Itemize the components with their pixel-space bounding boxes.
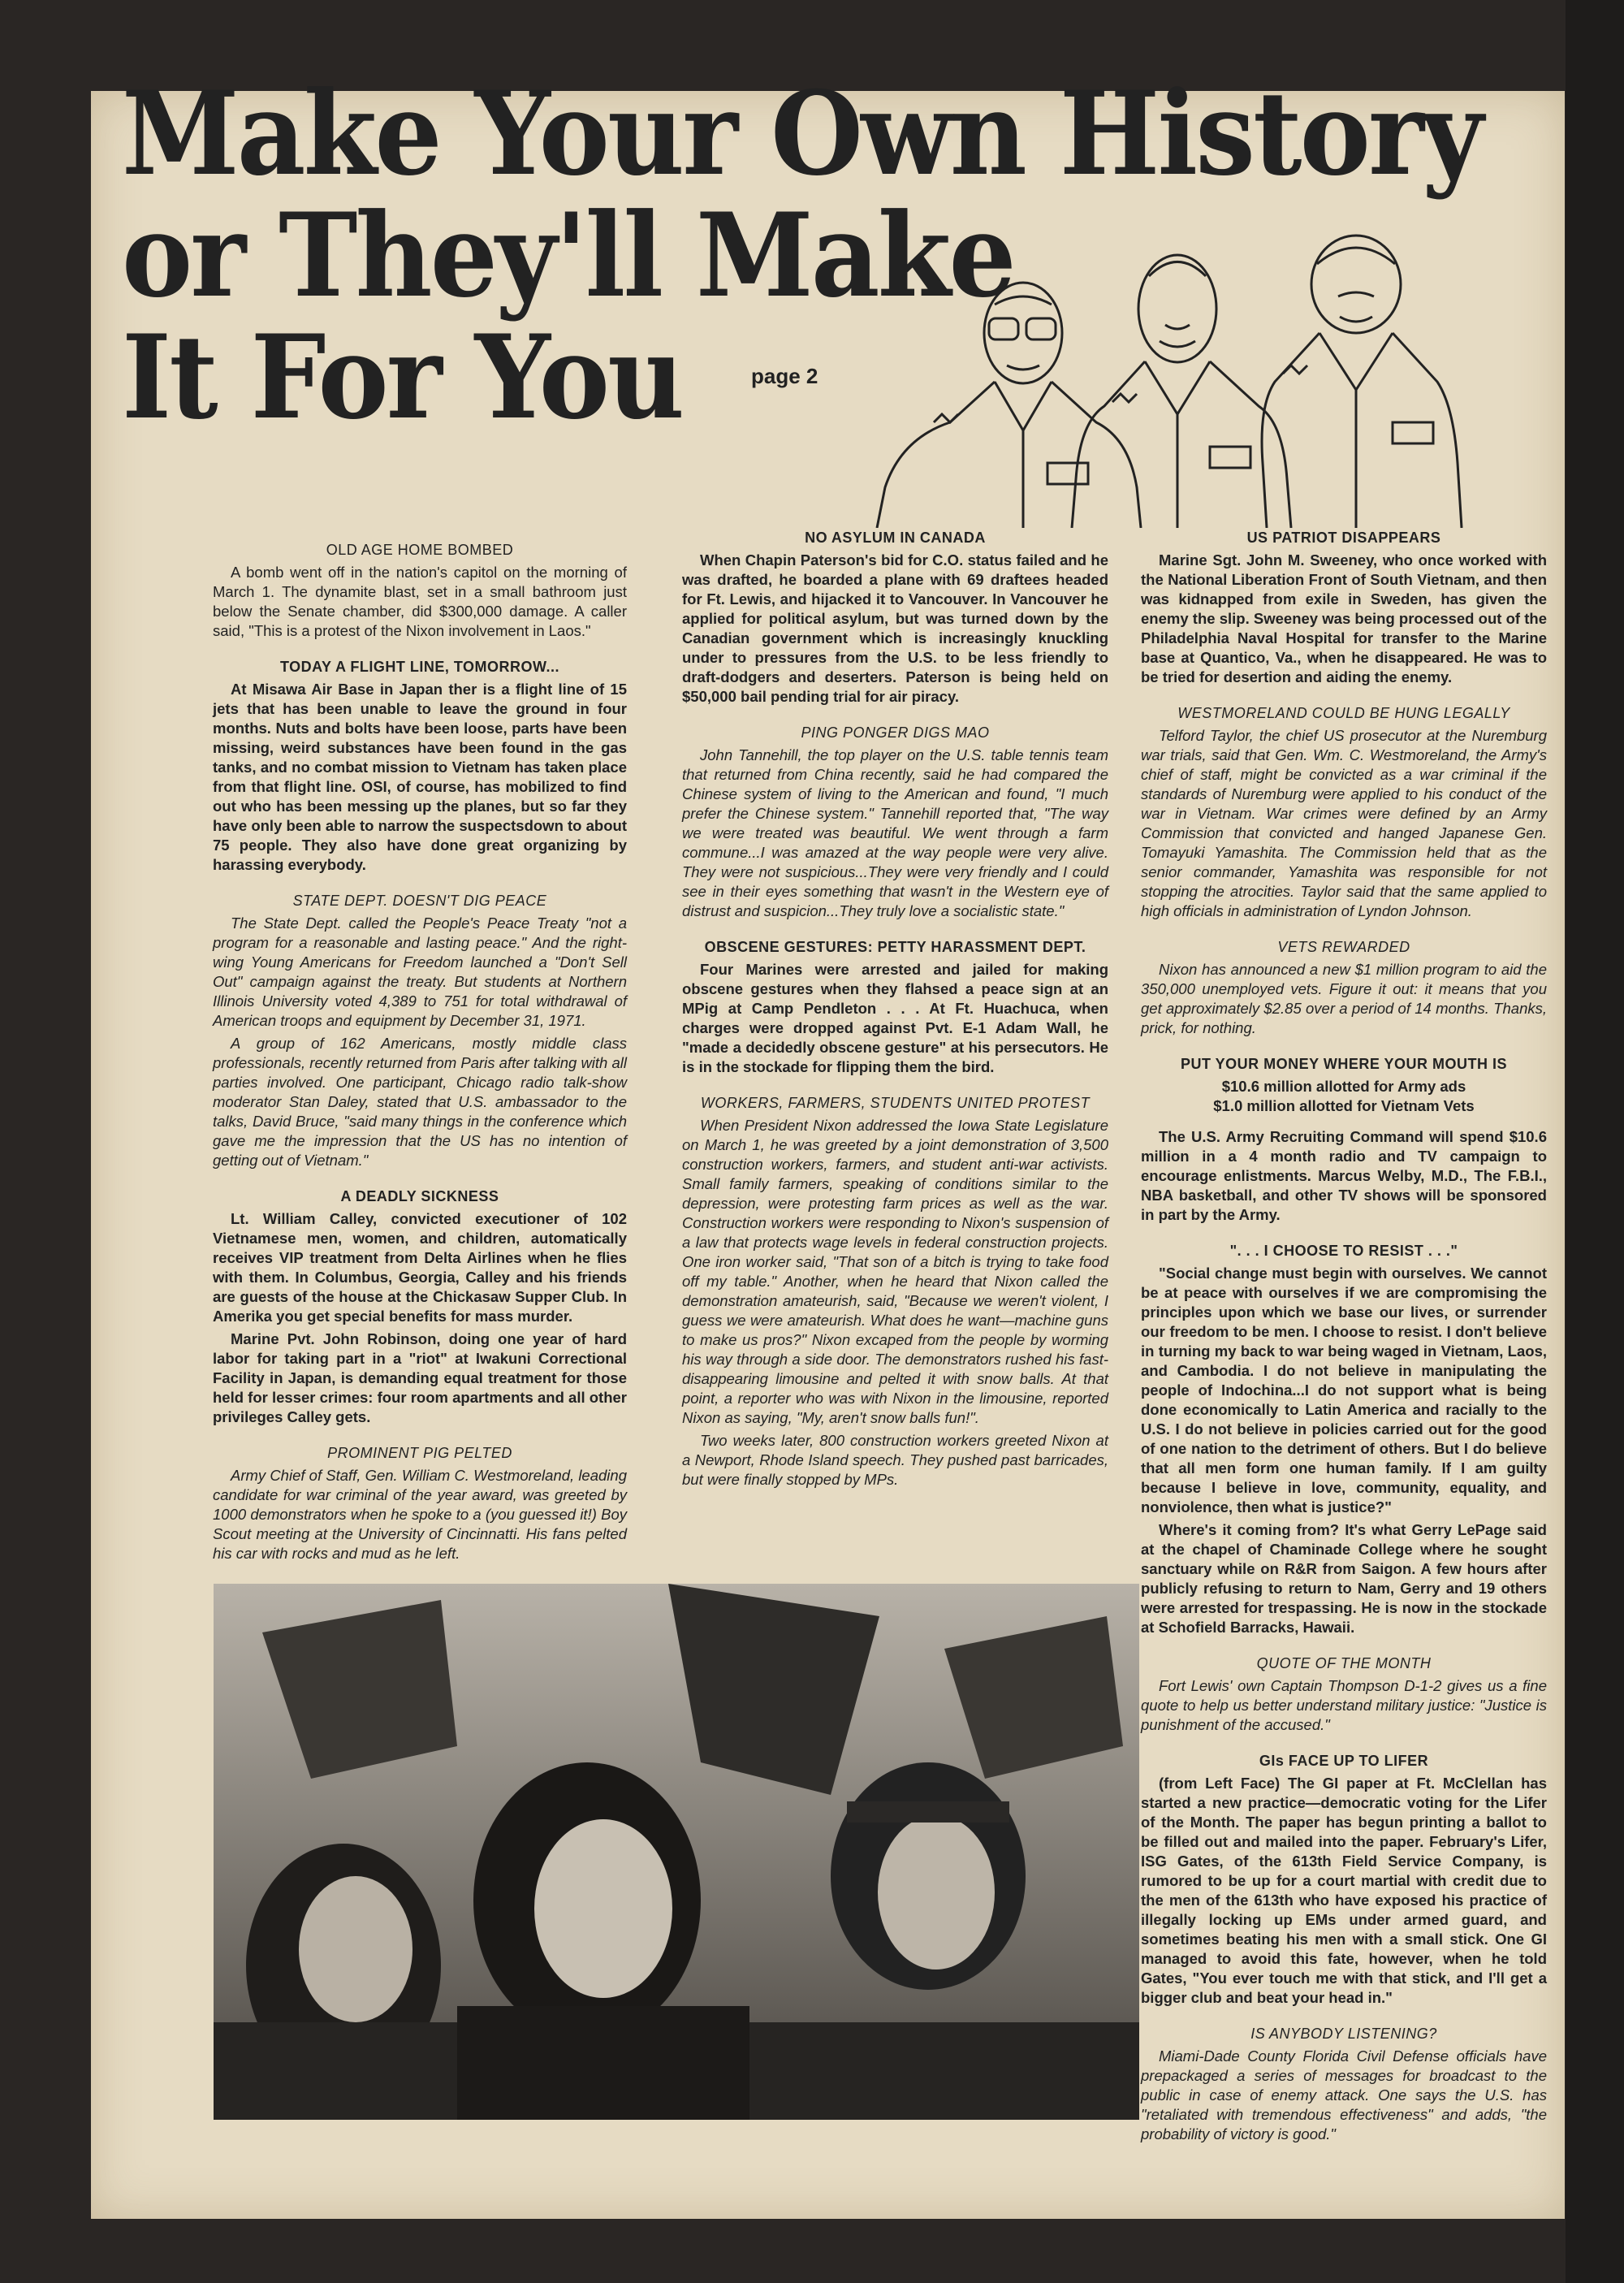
article-heading: STATE DEPT. DOESN'T DIG PEACE	[292, 893, 547, 909]
headline-line-3: It For You	[122, 310, 683, 445]
article-paragraph: John Tannehill, the top player on the U.S. table tennis team that returned from China recently, said he had compared the Chinese system of living to the American and found, "I much prefer the Chinese system." Tannehill reported that, "The way we were treated was beautiful. We went through a farm commune...I was amazed at the way people were very alive. They were not suspicious...They were very friendly and I could see in their eyes something that wasn't in the Western eye of distrust and suspicion...They truly love a socialistic state."	[682, 746, 1108, 919]
article-paragraph: Fort Lewis' own Captain Thompson D-1-2 gives us a fine quote to help us better understand military justice: "Justice is punishment of the accused."	[1141, 1677, 1547, 1733]
article-paragraph: A bomb went off in the nation's capitol on the morning of March 1. The dynamite blast, set in a small bathroom just below the Senate chamber, did $300,000 damage. A caller said, "This is a protest of the Nixon involvement in Laos."	[213, 564, 627, 639]
article-state-dept-doesn-t-dig-peace	[213, 891, 627, 1170]
article-today-a-flight-line-tomorrow	[213, 657, 627, 875]
article-paragraph: Nixon has announced a new $1 million program to aid the 350,000 unemployed vets. Figure it out: it means that you get approximately $2.85 over a period of 14 months. Thanks, prick, for nothing.	[1141, 961, 1547, 1036]
article-paragraph: Army Chief of Staff, Gen. William C. Westmoreland, leading candidate for war criminal of the year award, was greeted by 1000 demonstrators when he spoke to a (you guessed it!) Boy Scout meeting at the University of Cincinnatti. His fans pelted his car with rocks and mud as he left.	[213, 1467, 627, 1562]
article-westmoreland-could-be-hung-legally	[1141, 703, 1547, 921]
article-heading: NO ASYLUM IN CANADA	[805, 530, 986, 546]
article-paragraph: Marine Pvt. John Robinson, doing one year of hard labor for taking part in a "riot" at Iwakuni Correctional Facility in Japan, is demanding equal treatment for those held for lesser crimes: four room apartments and all other privileges Calley gets.	[213, 1330, 627, 1425]
article-heading: VETS REWARDED	[1277, 939, 1410, 955]
article-heading: OLD AGE HOME BOMBED	[326, 542, 514, 558]
article-subheading: $1.0 million allotted for Vietnam Vets	[1213, 1097, 1475, 1114]
article-prominent-pig-pelted	[213, 1443, 627, 1563]
article-paragraph: When Chapin Paterson's bid for C.O. status failed and he was drafted, he boarded a plane with 69 draftees headed for Ft. Lewis, and hijacked it to Vancouver. In Vancouver he applied for political asylum, but was turned down by the Canadian government which is increasingly knuckling under to pressures from the U.S. to be less friendly to draft-dodgers and deserters. Paterson is being held on $50,000 bail pending trial for air piracy.	[682, 551, 1108, 705]
article-paragraph: Lt. William Calley, convicted executioner of 102 Vietnamese men, women, and children, automatically receives VIP treatment from Delta Airlines when he flies with them. In Columbus, Georgia, Calley and his friends are guests of the house at the Chickasaw Supper Club. In Amerika you get special benefits for mass murder.	[213, 1210, 627, 1325]
article-i-choose-to-resist	[1141, 1241, 1547, 1637]
article-paragraph: "Social change must begin with ourselves. We cannot be at peace with ourselves if we are compromising the principles upon which we base our lives, or surrender our freedom to be men. I choose to resist. I don't believe in turning my back to war being waged in Vietnam, Laos, and Cambodia. I do not believe in manipulating the people of Indochina...I do not support what is being done economically to Latin America and racially to the U.S. I do not believe in policies carried out for the good of one nation to the detriment of others. But I do believe that all men form one human family. If I am guilty because I believe in love, community, equality, and nonviolence, then what is justice?"	[1141, 1265, 1547, 1516]
headline-line-1: Make Your Own History	[122, 67, 1482, 201]
article-heading: PING PONGER DIGS MAO	[801, 724, 990, 741]
page-label: page 2	[751, 364, 818, 388]
article-put-your-money-where-your-mouth-is	[1141, 1054, 1547, 1225]
article-heading: TODAY A FLIGHT LINE, TOMORROW...	[279, 659, 560, 675]
article-gis-face-up-to-lifer	[1141, 1751, 1547, 2008]
headline-line-2: or They'll Make	[122, 188, 1014, 323]
article-paragraph: The State Dept. called the People's Peace Treaty "not a program for a reasonable and lasting peace." And the right-wing Young Americans for Freedom launched a "Don't Sell Out" campaign against the treaty. But students at Northern Illinois University voted 4,389 to 751 for total withdrawal of American troops and equipment by December 31, 1971.	[213, 914, 627, 1029]
article-heading: WESTMORELAND COULD BE HUNG LEGALLY	[1177, 705, 1510, 721]
article-heading: GIs FACE UP TO LIFER	[1259, 1753, 1429, 1769]
article-heading: ". . . I CHOOSE TO RESIST . . ."	[1229, 1243, 1458, 1259]
article-is-anybody-listening	[1141, 2024, 1547, 2144]
article-heading: OBSCENE GESTURES: PETTY HARASSMENT DEPT.	[704, 939, 1086, 955]
article-a-deadly-sickness	[213, 1187, 627, 1427]
article-subheading: $10.6 million allotted for Army ads	[1221, 1078, 1466, 1095]
article-vets-rewarded	[1141, 937, 1547, 1038]
article-paragraph: The U.S. Army Recruiting Command will spend $10.6 million in a 4 month radio and TV campaign to encourage enlistments. Marcus Welby, M.D., The F.B.I., NBA basketball, and other TV shows will be sponsored in part by the Army.	[1141, 1128, 1547, 1223]
article-paragraph: (from Left Face) The GI paper at Ft. McClellan has started a new practice—democratic voting for the Lifer of the Month. The paper has begun printing a ballot to be filled out and mailed into the paper. February's Lifer, ISG Gates, of the 613th Field Service Company, is rumored to be up for a court martial with credit due to the men of the 613th who have exposed his practice of illegally locking up EMs under armed guard, and sometimes beating his men with a small stick. One GI managed to avoid this fate, however, when he told Gates, "You ever touch me with that stick, and I'll get a bigger club and beat your head in."	[1141, 1775, 1547, 2006]
article-quote-of-the-month	[1141, 1654, 1547, 1735]
article-paragraph: When President Nixon addressed the Iowa State Legislature on March 1, he was greeted by a joint demonstration of 3,500 construction workers, farmers, and student anti-war activists. Small family farmers, speaking of conditions similar to the depression, were protesting farm prices as well as the war. Construction workers were responding to Nixon's suspension of a law that protects wage levels in federal construction projects. One iron worker said, "That son of a bitch is trying to take food off my table." Another, when he heard that Nixon called the demonstration amateurish, said, "Because we weren't violent, I guess we were amateurish. What does he want—machine guns to make us pros?" Nixon excaped from the people by worming his way through a side door. The demonstrators rushed his fast-disappearing limousine and pelted it with snow balls. At that point, a reporter who was with Nixon in the limousine, reported Nixon as saying, "My, aren't snow balls fun!".	[682, 1117, 1108, 1426]
scan-edge	[1566, 0, 1624, 2283]
article-heading: QUOTE OF THE MONTH	[1256, 1655, 1432, 1671]
general-right-figure	[1262, 236, 1462, 528]
column-3	[1141, 528, 1547, 2147]
article-heading: A DEADLY SICKNESS	[340, 1188, 499, 1204]
article-workers-farmers-students-united-protest	[682, 1093, 1108, 1490]
article-ping-ponger-digs-mao	[682, 723, 1108, 921]
article-paragraph: Marine Sgt. John M. Sweeney, who once worked with the National Liberation Front of South Vietnam, and then was kidnapped from exile in Sweden, has given the enemy the slip. Sweeney was being processed out of the Philadelphia Naval Hospital for transfer to the Marine base at Quantico, Va., when he disappeared. He was to be tried for desertion and aiding the enemy.	[1141, 551, 1547, 685]
article-heading: IS ANYBODY LISTENING?	[1250, 2026, 1437, 2042]
article-paragraph: Telford Taylor, the chief US prosecutor at the Nuremburg war trials, said that Gen. Wm. C. Westmoreland, the Army's chief of staff, might be convicted as a war criminal if the standards of Nuremburg were applied to his conduct of the war in Vietnam. War crimes were defined by an Army Commission that convicted and hanged Japanese Gen. Tomayuki Yamashita. The Commission held that as the senior commander, Yamashita was responsible for not stopping the atrocities. Taylor said that the same applied to high officials in administration of Lyndon Johnson.	[1141, 727, 1547, 919]
article-paragraph: A group of 162 Americans, mostly middle class professionals, recently returned from Paris after talking with all parties involved. One participant, Chicago radio talk-show moderator Stan Daley, stated that U.S. ambassador to the talks, David Bruce, "said many things in the conference which gave me the impression that the US has no intention of getting out of Vietnam."	[213, 1035, 627, 1169]
article-paragraph: Two weeks later, 800 construction workers greeted Nixon at a Newport, Rhode Island speech. They pushed past barricades, but were finally stopped by MPs.	[682, 1432, 1108, 1488]
article-paragraph: Where's it coming from? It's what Gerry LePage said at the chapel of Chaminade College where he sought sanctuary while on R&R from Saigon. A few hours after publicly refusing to return to Nam, Gerry and 19 others were arrested for trespassing. He is now in the stockade at Schofield Barracks, Hawaii.	[1141, 1521, 1547, 1636]
article-paragraph: At Misawa Air Base in Japan ther is a flight line of 15 jets that has been unable to leave the ground in four months. Nuts and bolts have been loose, parts have been missing, weird substances have been found in the gas tanks, and no combat mission to Vietnam has taken place from that flight line. OSI, of course, has mobilized to find out who has been messing up the planes, but so far they have only been able to narrow the suspectsdown to about 75 people. They also have done great organizing by harassing everybody.	[213, 681, 627, 873]
article-paragraph: Miami-Dade County Florida Civil Defense officials have prepackaged a series of messages for broadcast to the public in case of enemy attack. One says the U.S. has "retaliated with tremendous effectiveness" and adds, "the probability of victory is good."	[1141, 2047, 1547, 2142]
general-middle-figure	[1072, 255, 1291, 528]
column-2	[682, 528, 1108, 1493]
article-paragraph: Four Marines were arrested and jailed for making obscene gestures when they flahsed a peace sign at an MPig at Camp Pendleton . . . At Ft. Huachuca, when charges were dropped against Pvt. E-1 Adam Wall, he "made a decidedly obscene gesture" at his persecutors. He is in the stockade for flipping them the bird.	[682, 961, 1108, 1075]
article-us-patriot-disappears	[1141, 528, 1547, 687]
article-obscene-gestures-petty-harassment-dept	[682, 937, 1108, 1077]
article-heading: US PATRIOT DISAPPEARS	[1246, 530, 1441, 546]
article-heading: PUT YOUR MONEY WHERE YOUR MOUTH IS	[1180, 1056, 1508, 1072]
general-left-figure	[877, 283, 1141, 528]
generals-cartoon	[853, 219, 1470, 528]
protest-photograph	[214, 1584, 1139, 2120]
article-old-age-home-bombed	[213, 540, 627, 641]
article-no-asylum-in-canada	[682, 528, 1108, 707]
column-1	[213, 540, 627, 1567]
article-heading: WORKERS, FARMERS, STUDENTS UNITED PROTEST	[700, 1095, 1091, 1111]
article-heading: PROMINENT PIG PELTED	[327, 1445, 512, 1461]
